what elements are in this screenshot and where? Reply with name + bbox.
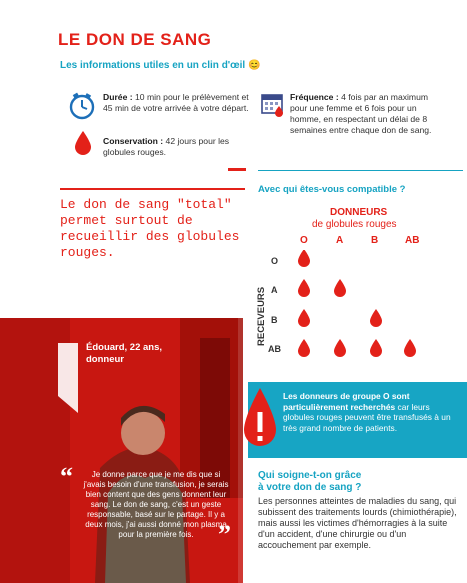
info-frequence: [290, 92, 445, 136]
divider-teal: [258, 170, 463, 171]
recipient-row-b: B: [271, 315, 278, 325]
section2-text: Les personnes atteintes de maladies du sang, qui subissent des traitements lourds (chimiothérapie), mais aussi les victimes d'hémorragies à la suite d'un accident, d'une chirurgie ou d'un accouchement par exemple.: [258, 496, 457, 550]
compat-drop-a-a: [334, 279, 346, 297]
compat-drop-ab-b: [370, 339, 382, 357]
recipient-row-o: O: [271, 256, 279, 266]
compat-drop-ab-o: [298, 339, 310, 357]
donor-col-a: A: [336, 235, 344, 246]
compat-drop-ab-a: [334, 339, 346, 357]
section2-title-line2: à votre don de sang ?: [258, 482, 362, 493]
donneurs-title: DONNEURS: [330, 207, 388, 218]
callout-text: [283, 391, 463, 433]
blood-drop-exclamation-icon: [240, 386, 280, 454]
conservation-label: Conservation :: [103, 136, 164, 146]
highlight-quote: Le don de sang "total" permet surtout de recueillir des globules rouges.: [60, 197, 240, 260]
receveurs-label: RECEVEURS: [256, 286, 267, 346]
compat-drop-ab-ab: [404, 339, 416, 357]
subtitle: Les informations utiles en un clin d'œil 😊: [60, 60, 261, 71]
info-conservation: [103, 136, 253, 158]
info-duree: [103, 92, 253, 114]
compat-drop-b-b: [370, 309, 382, 327]
compat-drop-o-o: [298, 250, 310, 267]
testimony-name: [86, 342, 162, 366]
compatibility-title: Avec qui êtes-vous compatible ?: [258, 184, 406, 195]
clock-icon: [67, 91, 97, 121]
divider-red: [60, 188, 245, 190]
close-quote-mark: ”: [218, 520, 231, 549]
compat-drop-a-o: [298, 279, 310, 297]
recipient-row-ab: AB: [268, 344, 281, 354]
recipient-row-a: A: [271, 285, 278, 295]
blood-drop-icon: [73, 130, 93, 156]
section2-title: [258, 470, 361, 494]
conservation-text: 42 jours pour les globules rouges.: [103, 136, 230, 157]
duree-text: 10 min pour le prélèvement et 45 min de votre arrivée à votre départ.: [103, 92, 249, 113]
donor-col-o: O: [300, 235, 308, 246]
receveurs-label-svg: [254, 278, 268, 348]
duree-label: Durée :: [103, 92, 133, 102]
frequence-label: Fréquence :: [290, 92, 339, 102]
compatibility-grid: [290, 250, 450, 362]
page-title: LE DON DE SANG: [58, 30, 212, 49]
frequence-text: 4 fois par an maximum pour une femme et 6 fois pour un homme, en respectant un délai de 8 semaines entre chaque don de sang.: [290, 92, 432, 135]
testimony-text: Je donne parce que je me dis que si j'avais besoin d'une transfusion, je serais bien content que des gens donnent leur sang. Le don de sang, c'est un geste responsable, basé sur le partage. Il y a deux mois, j'ai aussi donné mon plasma pour la première fois.: [83, 470, 229, 539]
donor-col-ab: AB: [405, 235, 420, 246]
donneurs-subtitle: de globules rouges: [312, 219, 397, 230]
divider-red-accent: [228, 168, 246, 171]
testimony-name-line2: donneur: [86, 354, 124, 365]
callout-bold: Les donneurs de groupe O sont particulièrement recherchés: [283, 391, 410, 412]
open-quote-mark: “: [60, 462, 73, 491]
testimony-name-line1: Édouard, 22 ans,: [86, 342, 163, 353]
calendar-icon: [260, 91, 286, 117]
callout-rest: car leurs globules rouges peuvent être transfusés à un très grand nombre de patients.: [283, 401, 451, 433]
section2-title-line1: Qui soigne-t-on grâce: [258, 470, 362, 481]
compat-drop-b-o: [298, 309, 310, 327]
donor-col-b: B: [371, 235, 379, 246]
